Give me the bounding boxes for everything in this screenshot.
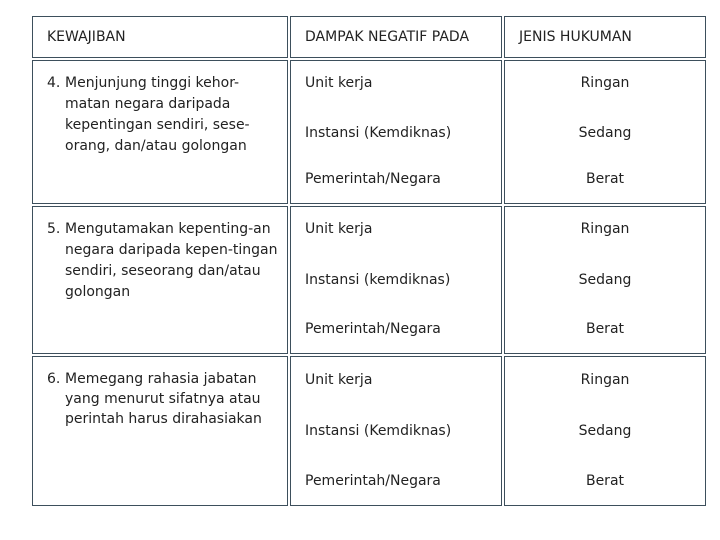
dampak-label: Instansi (kemdiknas): [305, 272, 451, 288]
dampak-label: Unit kerja: [305, 75, 373, 91]
dampak-row: [291, 257, 501, 303]
hukuman-label: Berat: [585, 473, 625, 489]
dampak-row: [291, 109, 501, 157]
dampak-label: Unit kerja: [305, 221, 373, 237]
header-kewajiban-label: KEWAJIBAN: [47, 29, 126, 45]
item-text: Memegang rahasia jabatan yang menurut sifatnya atau perintah harus dirahasiakan: [65, 371, 262, 427]
hukuman-label: Ringan: [580, 221, 630, 237]
dampak-label: Instansi (Kemdiknas): [305, 423, 452, 439]
dampak-row: [291, 407, 501, 455]
hukuman-row: [505, 109, 705, 157]
kewajiban-cell-4: [32, 60, 288, 204]
dampak-label: Pemerintah/Negara: [305, 171, 441, 187]
header-dampak: [290, 16, 502, 58]
hukuman-label: Sedang: [578, 125, 632, 141]
dampak-row: [291, 357, 501, 403]
header-hukuman: [504, 16, 706, 58]
kewajiban-item-5: [47, 219, 282, 303]
hukuman-row: [505, 407, 705, 455]
kewajiban-cell-6: [32, 356, 288, 506]
header-hukuman-label: JENIS HUKUMAN: [519, 29, 632, 45]
hukuman-label: Berat: [585, 321, 625, 337]
dampak-row: [291, 157, 501, 201]
item-number: 5.: [47, 221, 61, 237]
dampak-cell-6: [290, 356, 502, 506]
dampak-label: Unit kerja: [305, 372, 373, 388]
dampak-cell-4: [290, 60, 502, 204]
item-number: 6.: [47, 371, 61, 387]
kewajiban-cell-5: [32, 206, 288, 354]
hukuman-row: [505, 257, 705, 303]
dampak-label: Instansi (Kemdiknas): [305, 125, 452, 141]
dampak-row: [291, 307, 501, 351]
dampak-label: Pemerintah/Negara: [305, 321, 441, 337]
hukuman-cell-6: [504, 356, 706, 506]
dampak-label: Pemerintah/Negara: [305, 473, 441, 489]
header-dampak-label: DAMPAK NEGATIF PADA: [305, 29, 470, 45]
kewajiban-item-4: [47, 73, 282, 157]
hukuman-row: [505, 357, 705, 403]
dampak-row: [291, 61, 501, 105]
dampak-row: [291, 207, 501, 251]
hukuman-label: Ringan: [580, 372, 630, 388]
hukuman-row: [505, 61, 705, 105]
hukuman-row: [505, 459, 705, 503]
dampak-row: [291, 459, 501, 503]
dampak-cell-5: [290, 206, 502, 354]
item-text: Mengutamakan kepenting-an negara daripada kepen-tingan sendiri, seseorang dan/atau golongan: [65, 221, 278, 300]
hukuman-row: [505, 307, 705, 351]
item-number: 4.: [47, 75, 61, 91]
hukuman-label: Sedang: [578, 423, 632, 439]
hukuman-label: Berat: [585, 171, 625, 187]
hukuman-cell-4: [504, 60, 706, 204]
hukuman-row: [505, 207, 705, 251]
kewajiban-item-6: [47, 369, 282, 429]
hukuman-cell-5: [504, 206, 706, 354]
hukuman-row: [505, 157, 705, 201]
hukuman-label: Ringan: [580, 75, 630, 91]
item-text: Menjunjung tinggi kehor-matan negara daripada kepentingan sendiri, sese-orang, dan/atau golongan: [65, 75, 250, 154]
header-kewajiban: [32, 16, 288, 58]
hukuman-label: Sedang: [578, 272, 632, 288]
